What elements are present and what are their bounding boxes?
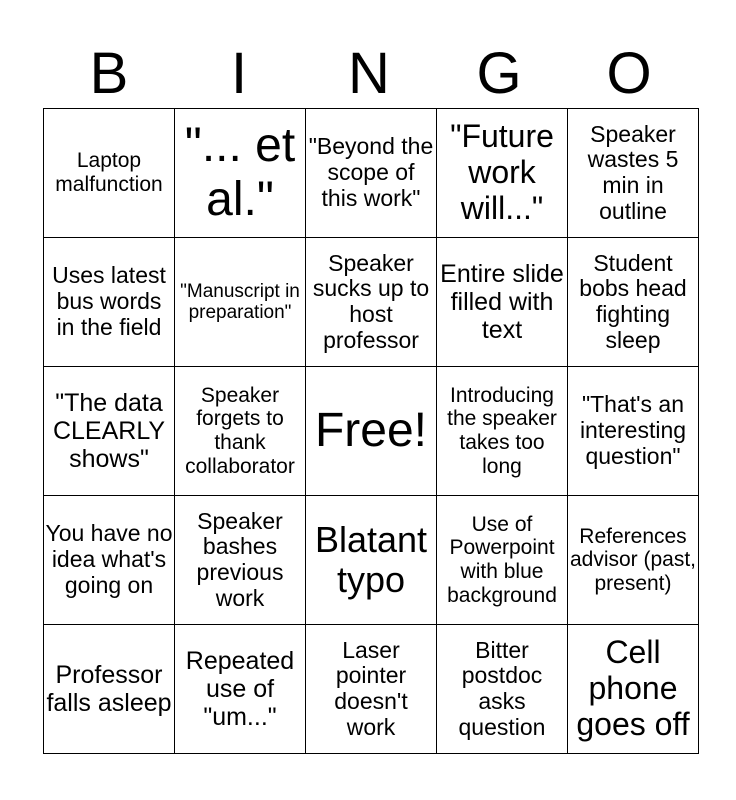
bingo-cell[interactable]: Speaker forgets to thank collaborator — [175, 367, 306, 496]
board-row-1 — [44, 109, 699, 238]
bingo-cell[interactable]: References advisor (past, present) — [568, 496, 699, 625]
bingo-cell[interactable]: Speaker sucks up to host professor — [306, 238, 437, 367]
board-row-4 — [44, 496, 699, 625]
bingo-cell[interactable]: Professor falls asleep — [44, 625, 175, 754]
bingo-cell[interactable]: Student bobs head fighting sleep — [568, 238, 699, 367]
bingo-cell[interactable]: Entire slide filled with text — [437, 238, 568, 367]
bingo-cell[interactable]: "... et al." — [175, 109, 306, 238]
free-space-cell[interactable]: Free! — [306, 367, 437, 496]
header-letter-n: N — [348, 41, 390, 106]
bingo-cell[interactable]: Laptop malfunction — [44, 109, 175, 238]
bingo-cell[interactable]: Laser pointer doesn't work — [306, 625, 437, 754]
bingo-cell[interactable]: Bitter postdoc asks question — [437, 625, 568, 754]
bingo-cell[interactable]: "The data CLEARLY shows" — [44, 367, 175, 496]
board-row-3 — [44, 367, 699, 496]
bingo-cell[interactable]: "Manuscript in preparation" — [175, 238, 306, 367]
bingo-cell[interactable]: You have no idea what's going on — [44, 496, 175, 625]
bingo-cell[interactable]: Speaker wastes 5 min in outline — [568, 109, 699, 238]
board-row-5 — [44, 625, 699, 754]
bingo-cell[interactable]: Introducing the speaker takes too long — [437, 367, 568, 496]
bingo-cell[interactable]: Blatant typo — [306, 496, 437, 625]
bingo-header — [44, 40, 694, 108]
bingo-cell[interactable]: Use of Powerpoint with blue background — [437, 496, 568, 625]
header-letter-g: G — [476, 41, 522, 106]
bingo-cell[interactable]: Repeated use of "um..." — [175, 625, 306, 754]
bingo-cell[interactable]: Uses latest bus words in the field — [44, 238, 175, 367]
board-row-2 — [44, 238, 699, 367]
bingo-cell[interactable]: "Beyond the scope of this work" — [306, 109, 437, 238]
header-letter-o: O — [606, 41, 652, 106]
header-letter-b: B — [89, 41, 129, 106]
bingo-board — [43, 108, 699, 754]
bingo-cell[interactable]: Cell phone goes off — [568, 625, 699, 754]
bingo-cell[interactable]: "That's an interesting question" — [568, 367, 699, 496]
bingo-cell[interactable]: "Future work will..." — [437, 109, 568, 238]
bingo-cell[interactable]: Speaker bashes previous work — [175, 496, 306, 625]
header-letter-i: I — [230, 41, 248, 106]
